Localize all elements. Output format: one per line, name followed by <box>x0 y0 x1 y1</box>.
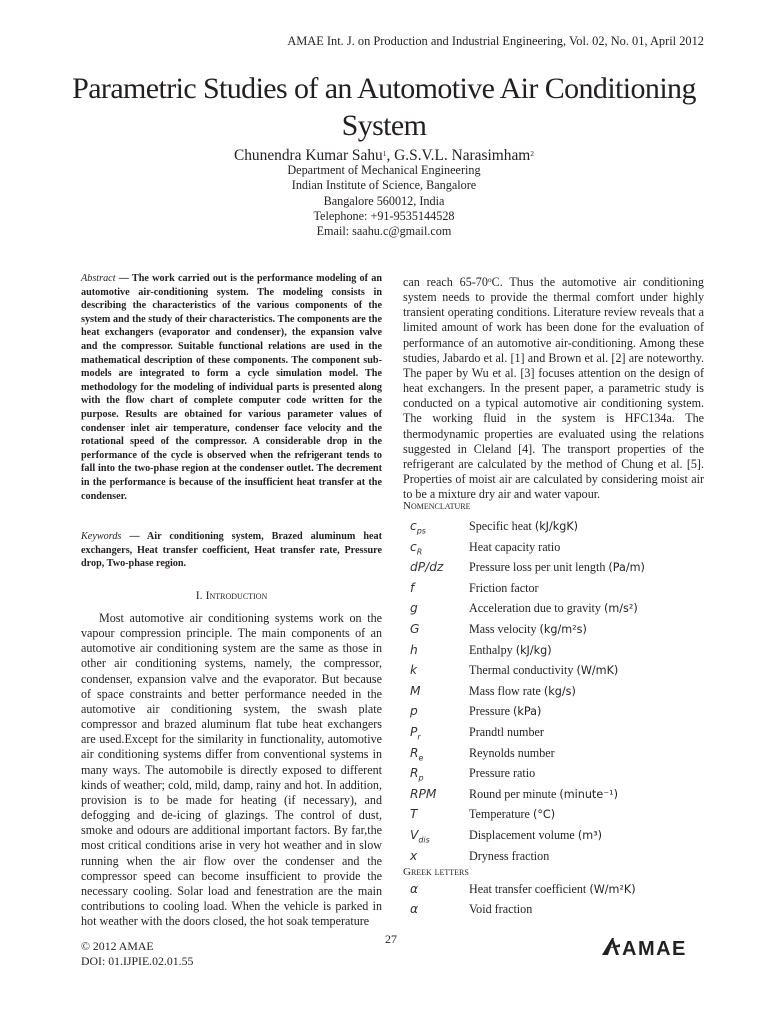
keywords <box>81 530 382 571</box>
author-line <box>0 145 768 165</box>
affiliation-city: Bangalore 560012, India <box>323 193 445 208</box>
nomenclature-row <box>403 704 723 724</box>
greek-symbol-base: α <box>410 882 419 896</box>
footer-info <box>81 939 193 969</box>
nomenclature-description-text: Friction factor <box>469 580 539 595</box>
nomenclature-symbol <box>410 519 426 535</box>
nomenclature-description <box>469 746 555 761</box>
section-title: Introduction <box>205 588 268 602</box>
running-head: AMAE Int. J. on Production and Industrial Engineering, Vol. 02, No. 01, April 2012 <box>287 34 704 48</box>
nomenclature-symbol-base: M <box>410 683 421 698</box>
keywords-text: — Air conditioning system, Brazed aluminum heat exchangers, Heat transfer coefficient, Heat transfer rate, Pressure drop, Two-phase region. <box>81 531 382 570</box>
degree-mark: o <box>487 275 492 284</box>
nomenclature-symbol-base: dP/dz <box>410 560 444 575</box>
page-number: 27 <box>385 932 397 946</box>
nomenclature-row <box>403 787 723 807</box>
greek-description <box>469 902 532 917</box>
nomenclature-heading: Nomenclature <box>403 500 471 512</box>
nomenclature-row <box>403 643 723 663</box>
nomenclature-symbol-base: g <box>410 601 418 616</box>
author-separator: , <box>386 147 395 164</box>
nomenclature-description <box>469 684 576 699</box>
nomenclature-description-text: Prandtl number <box>469 725 544 739</box>
nomenclature-symbol-base: V <box>410 828 419 842</box>
nomenclature-description <box>469 663 618 678</box>
nomenclature-symbol <box>410 622 419 636</box>
nomenclature-row <box>403 581 723 601</box>
nomenclature-description-text: Pressure <box>469 704 510 719</box>
nomenclature-symbol-base: x <box>410 848 418 863</box>
nomenclature-description-text: Specific heat <box>469 519 532 533</box>
keywords-label: Keywords <box>81 531 122 542</box>
nomenclature-symbol-base: R <box>410 766 419 781</box>
nomenclature-unit: (kJ/kg) <box>515 643 552 657</box>
nomenclature-symbol-base: c <box>410 519 417 533</box>
affiliation-block <box>0 163 768 239</box>
nomenclature-description <box>469 725 544 740</box>
nomenclature-symbol <box>410 601 418 615</box>
nomenclature-unit: (kPa) <box>513 705 542 719</box>
nomenclature-description-text: Reynolds number <box>469 745 555 760</box>
nomenclature-description-text: Pressure ratio <box>469 766 536 781</box>
greek-symbol-base: α <box>410 902 419 916</box>
nomenclature-symbol-subscript: R <box>416 547 423 557</box>
nomenclature-symbol-subscript: r <box>417 732 421 742</box>
greek-row <box>403 882 723 902</box>
introduction-body: Most automotive air conditioning systems work on the vapour compression principle. The main components of an automotive air conditioning system are the same as those in other air conditioning systems, namely, the compressor, condenser, expansion valve and the evaporator. But because of space constraints and better performance needed in the automotive air conditioning system, the swash plate compressor and brazed aluminum flat tube heat exchangers are used.Except for the similarity in functionality, automotive air conditioning systems differ from conventional systems in many ways. The automobile is directly exposed to different kinds of weather; cold, mild, damp, rainy and hot. In addition, provision is to be made for heating (if necessary), and defogging and de-icing of glazings. The control of dust, smoke and odours are additional important factors. By far,the most critical conditions arise in very hot weather and in slow running when the air flow over the condenser and the compressor speed can become insufficient to provide the necessary cooling. Solar load and fenestration are the main contributions to cooling load. When the vehicle is parked in hot weather with the doors closed, the hot soak temperature <box>81 611 382 929</box>
nomenclature-symbol <box>410 725 421 741</box>
affiliation-phone: Telephone: +91-9535144528 <box>313 208 455 223</box>
author-1-mark: 1 <box>382 149 387 158</box>
nomenclature-symbol <box>410 643 418 657</box>
nomenclature-description-text: Round per minute <box>469 786 557 801</box>
affiliation-email: Email: saahu.c@gmail.com <box>316 224 452 239</box>
nomenclature-symbol-subscript: p <box>418 773 424 783</box>
abstract-text: — The work carried out is the performance modeling of an automotive air-conditioning system. The modeling consists in describing the characteristics of the various components of the system and the study of their characteristics. The components are the heat exchangers (evaporator and condenser), the expansion valve and the compressor. Suitable functional relations are used in the mathematical description of these components. The component sub-models are integrated to form a cycle simulation model. The methodology for the modeling of individual parts is presented along with the flow chart of complete computer code written for the purpose. Results are obtained for various parameter values of condenser inlet air temperature, condenser face velocity and the rotational speed of the compressor. A considerable drop in the performance of the cycle is observed when the refrigerant tends to fall into the two-phase region at the condenser outlet. The decrement in the performance is because of the insufficient heat transfer at the condenser. <box>81 273 382 502</box>
nomenclature-symbol-subscript: e <box>418 753 424 763</box>
nomenclature-description <box>469 704 541 719</box>
nomenclature-description-text: Displacement volume <box>469 828 575 842</box>
nomenclature-description <box>469 643 552 658</box>
nomenclature-unit: (kg/s) <box>543 684 576 698</box>
copyright: © 2012 AMAE <box>81 939 154 953</box>
paper-title: Parametric Studies of an Automotive Air Conditioning System <box>72 72 696 142</box>
introduction-continued <box>403 272 704 502</box>
nomenclature-description <box>469 828 602 843</box>
nomenclature-symbol <box>410 663 417 677</box>
nomenclature-symbol-base: f <box>410 580 415 595</box>
nomenclature-unit: (minute⁻¹) <box>559 787 618 801</box>
greek-symbol <box>410 902 418 916</box>
nomenclature-description-text: Dryness fraction <box>469 848 550 863</box>
nomenclature-symbol <box>410 746 423 762</box>
nomenclature-row <box>403 540 723 560</box>
nomenclature-description <box>469 601 638 616</box>
temperature-range: can reach 65-70 <box>403 275 488 289</box>
amae-logo-mark <box>602 938 620 955</box>
nomenclature-symbol-base: G <box>410 622 420 636</box>
nomenclature-symbol-base: T <box>410 807 418 822</box>
nomenclature-unit: (kJ/kgK) <box>534 520 579 533</box>
nomenclature-symbol-base: p <box>410 704 418 719</box>
section-heading <box>81 588 382 603</box>
nomenclature-symbol-subscript: dis <box>418 835 430 845</box>
nomenclature-unit: (m/s²) <box>604 602 638 616</box>
nomenclature-description-text: Thermal conductivity <box>469 663 574 678</box>
nomenclature-symbol-base: R <box>410 745 419 760</box>
nomenclature-description <box>469 849 549 864</box>
nomenclature-description-text: Enthalpy <box>469 642 513 657</box>
nomenclature-symbol-subscript: ps <box>416 526 426 536</box>
nomenclature-row <box>403 684 723 704</box>
nomenclature-description-text: Heat capacity ratio <box>469 539 561 554</box>
greek-unit: (W/m²K) <box>589 883 636 896</box>
nomenclature-symbol <box>410 766 424 782</box>
author-2-mark: 2 <box>530 149 535 158</box>
introduction-continued-text: C. Thus the automotive air conditioning system needs to provide the thermal comfort under highly transient operating conditions. Literature review reveals that a limited amount of work has been done for the evaluation of performance of an automotive air-conditioning. Among these studies, Jabardo et al. [1] and Brown et al. [2] are noteworthy. The paper by Wu et al. [3] focuses attention on the design of heat exchangers. In the present paper, a parametric study is conducted on a typical automotive air conditioning system. The working fluid in the system is HFC134a. The thermodynamic properties are evaluated using the relations suggested in Cleland [4]. The transport properties of the refrigerant are calculated by the method of Chung et al. [5]. Properties of moist air are calculated by considering moist air to be a mixture dry air and water vapour. <box>403 275 704 502</box>
nomenclature-description <box>469 766 535 781</box>
nomenclature-row <box>403 766 723 786</box>
nomenclature-symbol-base: RPM <box>410 786 437 801</box>
nomenclature-symbol <box>410 684 421 698</box>
nomenclature-row <box>403 519 723 539</box>
amae-logo <box>600 934 708 960</box>
nomenclature-symbol-base: c <box>410 539 417 554</box>
nomenclature-description-text: Mass flow rate <box>469 683 541 698</box>
nomenclature-description <box>469 540 560 555</box>
nomenclature-description-text: Acceleration due to gravity <box>469 601 601 616</box>
nomenclature-unit: (W/mK) <box>576 664 619 678</box>
nomenclature-description <box>469 807 555 822</box>
nomenclature-row <box>403 601 723 621</box>
nomenclature-unit: (kg/m²s) <box>539 623 587 636</box>
nomenclature-description <box>469 581 539 596</box>
author-2: G.S.V.L. Narasimham <box>394 147 531 164</box>
nomenclature-symbol <box>410 704 418 718</box>
nomenclature-unit: (m³) <box>577 829 602 842</box>
nomenclature-unit: (Pa/m) <box>608 561 645 575</box>
nomenclature-symbol <box>410 787 436 801</box>
affiliation-department: Department of Mechanical Engineering <box>287 163 481 177</box>
nomenclature-symbol <box>410 560 443 574</box>
amae-logo-text: AMAE <box>622 938 687 960</box>
greek-letters-heading: Greek letters <box>403 866 469 878</box>
nomenclature-description-text: Pressure loss per unit length <box>469 560 606 575</box>
greek-description-text: Void fraction <box>469 902 533 916</box>
nomenclature-symbol <box>410 849 417 863</box>
nomenclature-symbol-base: P <box>410 725 418 739</box>
nomenclature-symbol-base: k <box>410 663 418 678</box>
nomenclature-description <box>469 622 587 637</box>
doi: DOI: 01.IJPIE.02.01.55 <box>81 954 194 968</box>
nomenclature-row <box>403 746 723 766</box>
abstract <box>81 272 382 503</box>
nomenclature-row <box>403 828 723 848</box>
nomenclature-description-text: Temperature <box>469 807 530 822</box>
greek-row <box>403 902 723 922</box>
greek-description <box>469 882 636 897</box>
author-1: Chunendra Kumar Sahu <box>233 147 383 164</box>
affiliation-institute: Indian Institute of Science, Bangalore <box>291 178 477 193</box>
abstract-label: Abstract <box>81 273 116 284</box>
nomenclature-unit: (°C) <box>532 808 556 822</box>
nomenclature-row <box>403 622 723 642</box>
nomenclature-symbol <box>410 581 414 595</box>
greek-symbol <box>410 882 418 896</box>
nomenclature-row <box>403 807 723 827</box>
nomenclature-row <box>403 560 723 580</box>
nomenclature-symbol <box>410 828 430 844</box>
nomenclature-row <box>403 663 723 683</box>
nomenclature-symbol <box>410 807 417 821</box>
section-number: I. <box>195 588 206 602</box>
nomenclature-symbol-base: h <box>410 642 418 657</box>
nomenclature-description <box>469 560 645 575</box>
nomenclature-description <box>469 519 578 534</box>
nomenclature-row <box>403 725 723 745</box>
greek-description-text: Heat transfer coefficient <box>469 882 587 896</box>
nomenclature-description <box>469 787 618 802</box>
nomenclature-symbol <box>410 540 422 556</box>
nomenclature-description-text: Mass velocity <box>469 622 537 636</box>
